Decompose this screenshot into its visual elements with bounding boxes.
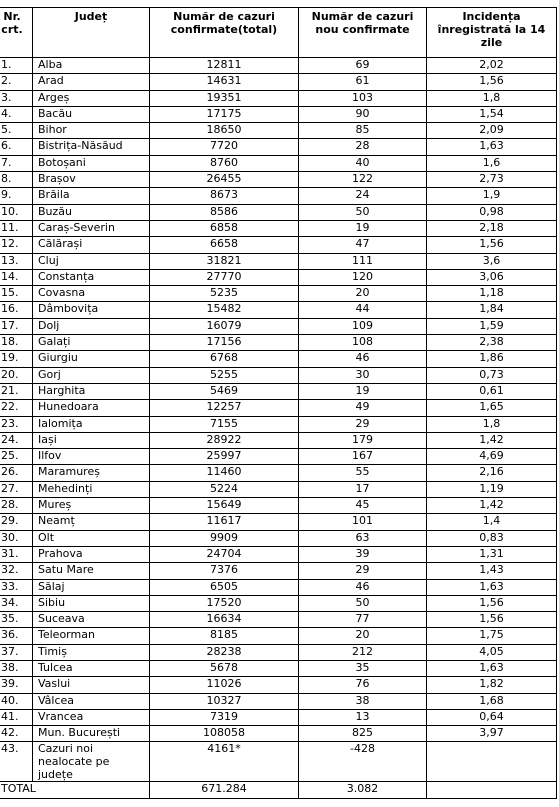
total-cases: 6858: [150, 220, 299, 236]
row-number: 33.: [0, 579, 33, 595]
row-number: 24.: [0, 432, 33, 448]
incidence: 0,64: [427, 709, 557, 725]
new-cases: 69: [299, 58, 427, 74]
row-number: 22.: [0, 400, 33, 416]
incidence: 1,63: [427, 139, 557, 155]
county-name: Caraș-Severin: [33, 220, 150, 236]
new-cases: 46: [299, 351, 427, 367]
county-name: Ialomița: [33, 416, 150, 432]
incidence: 1,84: [427, 302, 557, 318]
incidence: 1,43: [427, 563, 557, 579]
row-number: 32.: [0, 563, 33, 579]
row-number: 27.: [0, 481, 33, 497]
total-cases: 12811: [150, 58, 299, 74]
total-cases: 26455: [150, 172, 299, 188]
table-row: [0, 742, 557, 782]
table-row: [0, 302, 557, 318]
row-number: 11.: [0, 220, 33, 236]
new-cases: 28: [299, 139, 427, 155]
county-name: Maramureș: [33, 465, 150, 481]
incidence: 3,97: [427, 726, 557, 742]
new-cases: 76: [299, 677, 427, 693]
row-number: 7.: [0, 155, 33, 171]
table-row: [0, 432, 557, 448]
new-cases: 63: [299, 530, 427, 546]
total-cases: 17156: [150, 335, 299, 351]
new-cases: 19: [299, 220, 427, 236]
table-row: [0, 644, 557, 660]
table-row: [0, 400, 557, 416]
new-cases: 212: [299, 644, 427, 660]
new-cases: 20: [299, 628, 427, 644]
total-cases: 5255: [150, 367, 299, 383]
table-row: [0, 465, 557, 481]
total-cases: 17175: [150, 106, 299, 122]
total-cases: 8760: [150, 155, 299, 171]
county-name: Sibiu: [33, 595, 150, 611]
county-name: Dâmbovița: [33, 302, 150, 318]
table-row: [0, 530, 557, 546]
county-name: Vrancea: [33, 709, 150, 725]
incidence: 1,82: [427, 677, 557, 693]
total-cases: 18650: [150, 123, 299, 139]
row-number: 12.: [0, 237, 33, 253]
total-cases: 28922: [150, 432, 299, 448]
table-row: [0, 351, 557, 367]
total-cases: 108058: [150, 726, 299, 742]
table-row: [0, 693, 557, 709]
row-number: 42.: [0, 726, 33, 742]
total-cases: 6768: [150, 351, 299, 367]
new-cases: 49: [299, 400, 427, 416]
incidence: 1,42: [427, 498, 557, 514]
row-number: 15.: [0, 286, 33, 302]
county-name: Tulcea: [33, 660, 150, 676]
header-total-cases: Număr de cazuri confirmate(total): [150, 8, 299, 58]
county-name: Botoșani: [33, 155, 150, 171]
incidence: 1,4: [427, 514, 557, 530]
total-cases: 8586: [150, 204, 299, 220]
row-number: 26.: [0, 465, 33, 481]
new-cases: 85: [299, 123, 427, 139]
new-cases-sum: 3.082: [299, 782, 427, 798]
table-row: [0, 335, 557, 351]
incidence: 2,02: [427, 58, 557, 74]
row-number: 35.: [0, 612, 33, 628]
incidence: 1,56: [427, 595, 557, 611]
county-name: Timiș: [33, 644, 150, 660]
total-cases: 11026: [150, 677, 299, 693]
county-name: Buzău: [33, 204, 150, 220]
county-name: Vaslui: [33, 677, 150, 693]
total-cases: 16634: [150, 612, 299, 628]
county-name: Prahova: [33, 546, 150, 562]
total-cases: 8185: [150, 628, 299, 644]
incidence: 0,83: [427, 530, 557, 546]
incidence: 1,31: [427, 546, 557, 562]
new-cases: 825: [299, 726, 427, 742]
total-cases: 6658: [150, 237, 299, 253]
total-incidence: [427, 782, 557, 798]
total-cases: 24704: [150, 546, 299, 562]
table-row: [0, 188, 557, 204]
row-number: 34.: [0, 595, 33, 611]
row-number: 25.: [0, 449, 33, 465]
total-cases: 4161*: [150, 742, 299, 782]
new-cases: 122: [299, 172, 427, 188]
county-name: Constanța: [33, 269, 150, 285]
new-cases: 50: [299, 595, 427, 611]
total-cases: 5469: [150, 383, 299, 399]
county-name: Cazuri noi nealocate pe județe: [33, 742, 150, 782]
county-name: Sălaj: [33, 579, 150, 595]
county-name: Giurgiu: [33, 351, 150, 367]
row-number: 41.: [0, 709, 33, 725]
incidence: 1,56: [427, 612, 557, 628]
total-cases: 7155: [150, 416, 299, 432]
new-cases: 19: [299, 383, 427, 399]
new-cases: 120: [299, 269, 427, 285]
table-row: [0, 204, 557, 220]
county-name: Galați: [33, 335, 150, 351]
incidence: 1,8: [427, 416, 557, 432]
row-number: 13.: [0, 253, 33, 269]
row-number: 14.: [0, 269, 33, 285]
incidence: 1,6: [427, 155, 557, 171]
total-cases: 6505: [150, 579, 299, 595]
total-row: [0, 782, 557, 798]
incidence: 0,73: [427, 367, 557, 383]
total-cases-sum: 671.284: [150, 782, 299, 798]
county-name: Alba: [33, 58, 150, 74]
table-body: [0, 58, 557, 782]
new-cases: 24: [299, 188, 427, 204]
total-cases: 25997: [150, 449, 299, 465]
row-number: 28.: [0, 498, 33, 514]
new-cases: 39: [299, 546, 427, 562]
incidence: 0,61: [427, 383, 557, 399]
county-name: Brăila: [33, 188, 150, 204]
county-name: Mureș: [33, 498, 150, 514]
total-cases: 5224: [150, 481, 299, 497]
county-name: Dolj: [33, 318, 150, 334]
row-number: 2.: [0, 74, 33, 90]
total-cases: 16079: [150, 318, 299, 334]
total-cases: 27770: [150, 269, 299, 285]
table-row: [0, 123, 557, 139]
incidence: 4,05: [427, 644, 557, 660]
total-cases: 8673: [150, 188, 299, 204]
row-number: 31.: [0, 546, 33, 562]
total-cases: 31821: [150, 253, 299, 269]
county-name: Ilfov: [33, 449, 150, 465]
total-cases: 11460: [150, 465, 299, 481]
new-cases: 44: [299, 302, 427, 318]
header-judet: Județ: [33, 8, 150, 58]
county-name: Călărași: [33, 237, 150, 253]
row-number: 1.: [0, 58, 33, 74]
row-number: 21.: [0, 383, 33, 399]
incidence: 1,8: [427, 90, 557, 106]
incidence: 1,18: [427, 286, 557, 302]
new-cases: 108: [299, 335, 427, 351]
county-name: Bistrița-Năsăud: [33, 139, 150, 155]
table-row: [0, 90, 557, 106]
total-cases: 7720: [150, 139, 299, 155]
table-row: [0, 481, 557, 497]
row-number: 20.: [0, 367, 33, 383]
row-number: 3.: [0, 90, 33, 106]
incidence: 1,68: [427, 693, 557, 709]
table-row: [0, 172, 557, 188]
row-number: 40.: [0, 693, 33, 709]
header-nr: Nr. crt.: [0, 8, 33, 58]
row-number: 37.: [0, 644, 33, 660]
new-cases: 77: [299, 612, 427, 628]
incidence: 3,06: [427, 269, 557, 285]
incidence: 1,54: [427, 106, 557, 122]
county-name: Gorj: [33, 367, 150, 383]
total-cases: 28238: [150, 644, 299, 660]
incidence: 2,73: [427, 172, 557, 188]
county-name: Satu Mare: [33, 563, 150, 579]
total-cases: 14631: [150, 74, 299, 90]
table-row: [0, 286, 557, 302]
new-cases: 61: [299, 74, 427, 90]
table-row: [0, 563, 557, 579]
table-row: [0, 367, 557, 383]
new-cases: 50: [299, 204, 427, 220]
row-number: 6.: [0, 139, 33, 155]
county-name: Bacău: [33, 106, 150, 122]
row-number: 8.: [0, 172, 33, 188]
new-cases: 90: [299, 106, 427, 122]
new-cases: 103: [299, 90, 427, 106]
row-number: 39.: [0, 677, 33, 693]
row-number: 4.: [0, 106, 33, 122]
total-cases: 5235: [150, 286, 299, 302]
table-row: [0, 237, 557, 253]
row-number: 9.: [0, 188, 33, 204]
row-number: 18.: [0, 335, 33, 351]
header-row: [0, 8, 557, 58]
incidence: 3,6: [427, 253, 557, 269]
table-row: [0, 155, 557, 171]
new-cases: 20: [299, 286, 427, 302]
table-row: [0, 595, 557, 611]
table-row: [0, 726, 557, 742]
table-row: [0, 514, 557, 530]
county-name: Hunedoara: [33, 400, 150, 416]
total-cases: 12257: [150, 400, 299, 416]
incidence: 1,59: [427, 318, 557, 334]
county-name: Iași: [33, 432, 150, 448]
incidence: 4,69: [427, 449, 557, 465]
incidence: 0,98: [427, 204, 557, 220]
incidence: 1,63: [427, 660, 557, 676]
table-row: [0, 628, 557, 644]
table-row: [0, 579, 557, 595]
new-cases: -428: [299, 742, 427, 782]
county-name: Olt: [33, 530, 150, 546]
new-cases: 46: [299, 579, 427, 595]
table-row: [0, 269, 557, 285]
total-cases: 10327: [150, 693, 299, 709]
new-cases: 111: [299, 253, 427, 269]
incidence: 1,63: [427, 579, 557, 595]
total-cases: 15649: [150, 498, 299, 514]
county-name: Harghita: [33, 383, 150, 399]
new-cases: 47: [299, 237, 427, 253]
row-number: 43.: [0, 742, 33, 782]
county-name: Covasna: [33, 286, 150, 302]
table-row: [0, 318, 557, 334]
county-name: Neamț: [33, 514, 150, 530]
incidence: 2,38: [427, 335, 557, 351]
table-row: [0, 546, 557, 562]
new-cases: 13: [299, 709, 427, 725]
county-name: Mun. București: [33, 726, 150, 742]
incidence: 1,42: [427, 432, 557, 448]
new-cases: 55: [299, 465, 427, 481]
total-cases: 7376: [150, 563, 299, 579]
new-cases: 40: [299, 155, 427, 171]
incidence: 1,65: [427, 400, 557, 416]
row-number: 19.: [0, 351, 33, 367]
table-row: [0, 74, 557, 90]
header-incidence: Incidența înregistrată la 14 zile: [427, 8, 557, 58]
table-row: [0, 498, 557, 514]
table-row: [0, 449, 557, 465]
table-row: [0, 253, 557, 269]
row-number: 29.: [0, 514, 33, 530]
county-name: Brașov: [33, 172, 150, 188]
incidence: 1,19: [427, 481, 557, 497]
table-row: [0, 220, 557, 236]
new-cases: 29: [299, 563, 427, 579]
new-cases: 17: [299, 481, 427, 497]
county-name: Bihor: [33, 123, 150, 139]
table-row: [0, 106, 557, 122]
row-number: 38.: [0, 660, 33, 676]
county-name: Argeș: [33, 90, 150, 106]
incidence: 1,75: [427, 628, 557, 644]
row-number: 36.: [0, 628, 33, 644]
incidence: 2,18: [427, 220, 557, 236]
table-row: [0, 612, 557, 628]
new-cases: 179: [299, 432, 427, 448]
new-cases: 109: [299, 318, 427, 334]
row-number: 10.: [0, 204, 33, 220]
row-number: 30.: [0, 530, 33, 546]
total-cases: 11617: [150, 514, 299, 530]
new-cases: 30: [299, 367, 427, 383]
new-cases: 101: [299, 514, 427, 530]
incidence: [427, 742, 557, 782]
total-cases: 5678: [150, 660, 299, 676]
table-row: [0, 416, 557, 432]
new-cases: 35: [299, 660, 427, 676]
table-row: [0, 58, 557, 74]
county-name: Arad: [33, 74, 150, 90]
table-row: [0, 383, 557, 399]
row-number: 23.: [0, 416, 33, 432]
table-row: [0, 709, 557, 725]
incidence: 2,09: [427, 123, 557, 139]
county-name: Teleorman: [33, 628, 150, 644]
new-cases: 38: [299, 693, 427, 709]
covid-cases-table: [0, 7, 557, 799]
total-cases: 7319: [150, 709, 299, 725]
county-name: Suceava: [33, 612, 150, 628]
incidence: 1,56: [427, 237, 557, 253]
table-row: [0, 139, 557, 155]
row-number: 17.: [0, 318, 33, 334]
new-cases: 29: [299, 416, 427, 432]
total-cases: 17520: [150, 595, 299, 611]
table-row: [0, 677, 557, 693]
row-number: 5.: [0, 123, 33, 139]
header-new-cases: Număr de cazuri nou confirmate: [299, 8, 427, 58]
county-name: Mehedinți: [33, 481, 150, 497]
incidence: 1,86: [427, 351, 557, 367]
county-name: Cluj: [33, 253, 150, 269]
total-cases: 15482: [150, 302, 299, 318]
incidence: 1,9: [427, 188, 557, 204]
table-row: [0, 660, 557, 676]
incidence: 1,56: [427, 74, 557, 90]
row-number: 16.: [0, 302, 33, 318]
new-cases: 45: [299, 498, 427, 514]
total-cases: 9909: [150, 530, 299, 546]
county-name: Vâlcea: [33, 693, 150, 709]
new-cases: 167: [299, 449, 427, 465]
incidence: 2,16: [427, 465, 557, 481]
total-label: TOTAL: [0, 782, 150, 798]
total-cases: 19351: [150, 90, 299, 106]
